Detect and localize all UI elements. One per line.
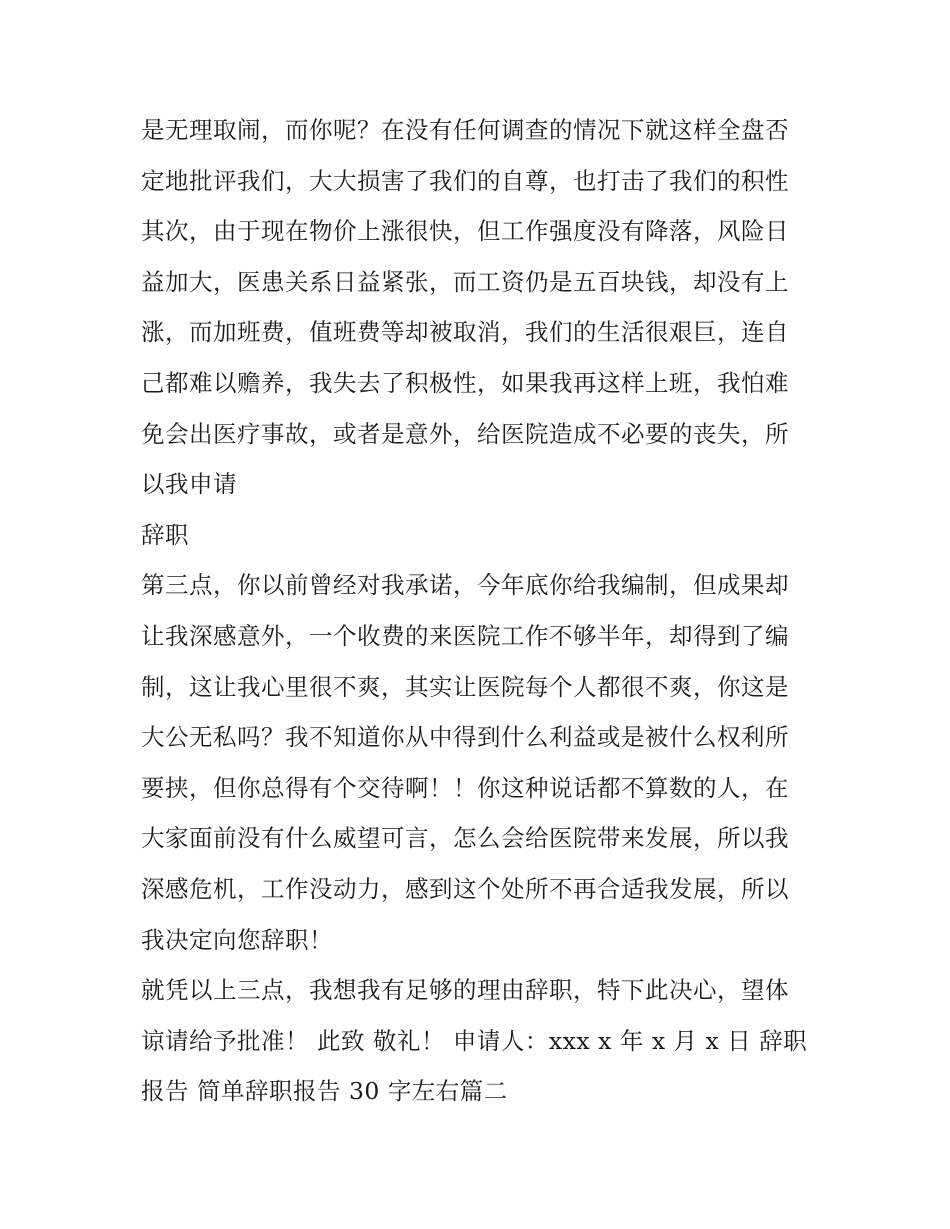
- text-line-8: 以我申请: [141, 470, 237, 499]
- text-line-20: 报告 简单辞职报告 30 字左右篇二: [141, 1077, 508, 1106]
- text-line-7: 免会出医疗事故，或者是意外，给医院造成不必要的丧失，所: [141, 419, 789, 448]
- text-line-16: 深感危机，工作没动力，感到这个处所不再合适我发展，所以: [141, 874, 789, 903]
- text-line-4: 益加大，医患关系日益紧张，而工资仍是五百块钱，却没有上: [141, 267, 789, 296]
- text-line-15: 大家面前没有什么威望可言，怎么会给医院带来发展，所以我: [141, 824, 789, 853]
- text-line-14: 要挟，但你总得有个交待啊！！你这种说话都不算数的人，在: [141, 773, 789, 802]
- text-line-9: 辞职: [141, 520, 189, 549]
- text-line-3: 其次，由于现在物价上涨很快，但工作强度没有降落，风险日: [141, 217, 789, 246]
- text-line-19: 谅请给予批准！ 此致 敬礼！ 申请人：xxx x 年 x 月 x 日 辞职: [141, 1026, 808, 1055]
- text-line-1: 是无理取闹，而你呢？在没有任何调查的情况下就这样全盘否: [141, 116, 789, 144]
- text-line-17: 我决定向您辞职！: [141, 925, 333, 954]
- text-line-10: 第三点，你以前曾经对我承诺，今年底你给我编制，但成果却: [141, 571, 789, 600]
- text-line-6: 己都难以赡养，我失去了积极性，如果我再这样上班，我怕难: [141, 368, 789, 397]
- text-line-12: 制，这让我心里很不爽，其实让医院每个人都很不爽，你这是: [141, 672, 789, 701]
- text-line-5: 涨，而加班费，值班费等却被取消，我们的生活很艰巨，连自: [141, 318, 789, 347]
- text-line-18: 就凭以上三点，我想我有足够的理由辞职，特下此决心，望体: [141, 976, 789, 1005]
- document-body: [141, 105, 821, 1117]
- text-line-11: 让我深感意外，一个收费的来医院工作不够半年，却得到了编: [141, 621, 789, 650]
- text-line-13: 大公无私吗？我不知道你从中得到什么利益或是被什么权利所: [141, 723, 789, 752]
- text-line-2: 定地批评我们，大大损害了我们的自尊，也打击了我们的积性: [141, 166, 789, 195]
